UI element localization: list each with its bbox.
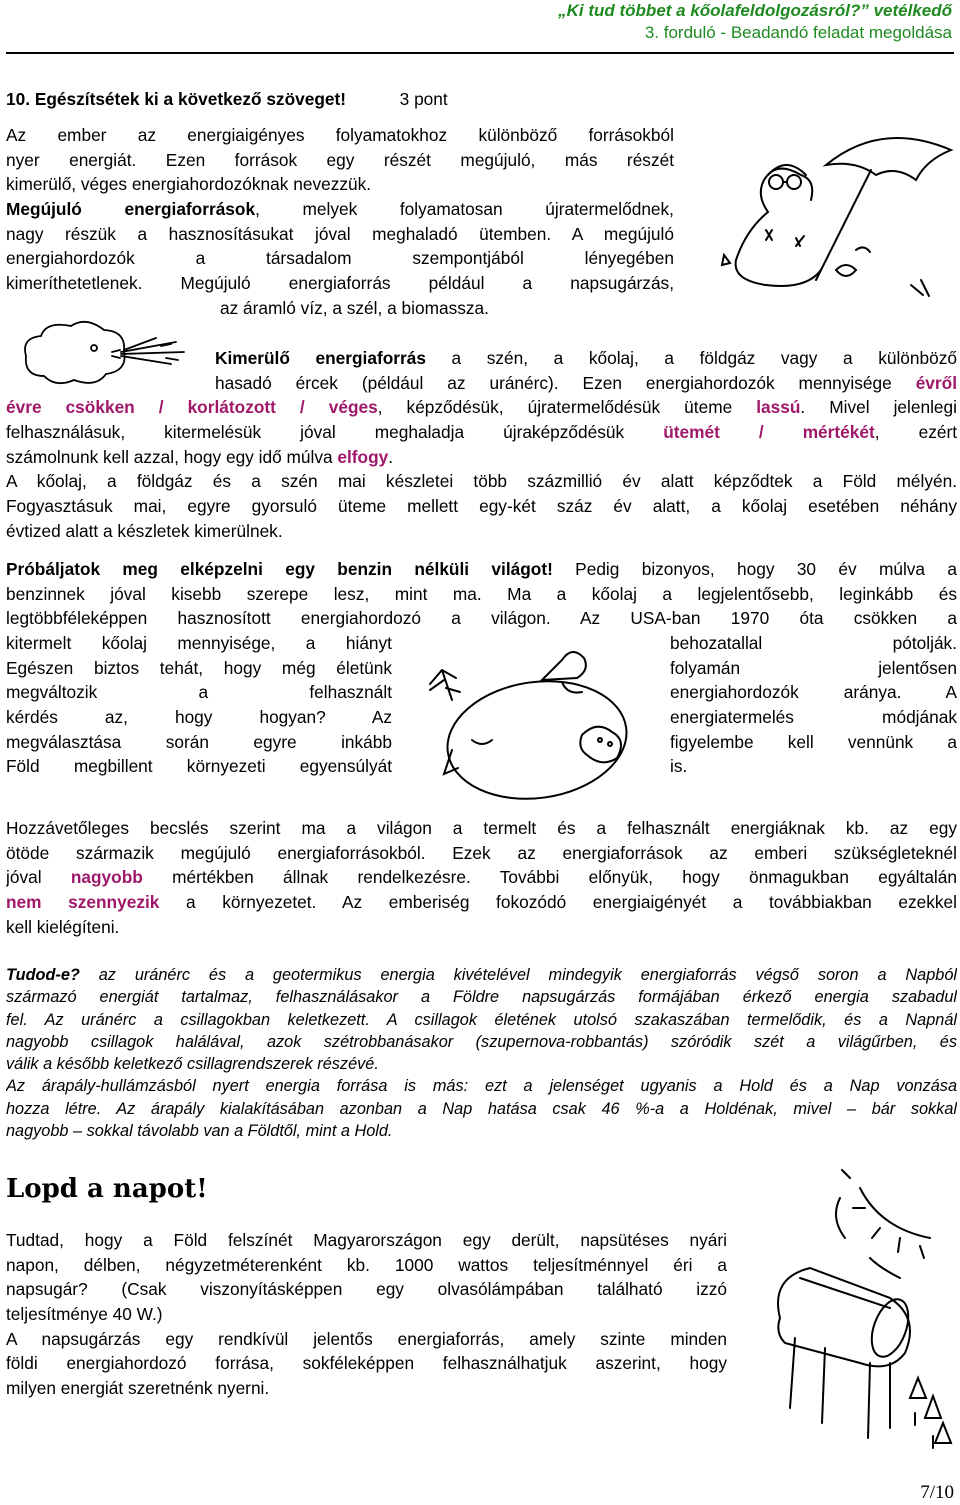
- sun-collector-illustration: [740, 1168, 958, 1468]
- intro-line: energiahordozók a társadalom szempontjából lényegében: [6, 248, 674, 269]
- benzin-right-column: [670, 631, 957, 779]
- benzin-left-line: kitermelt kőolaj mennyisége, a hiányt: [6, 633, 392, 653]
- sun-line: teljesítménye 40 W.): [6, 1304, 163, 1325]
- dyk-line: fel. Az uránérc a csillagokban keletkezett. A csillagok életének utolsó szakaszában termelődik, és a Napnál: [6, 1010, 957, 1029]
- benzin-lead: Próbáljatok meg elképzelni egy benzin nélküli világot!: [6, 559, 553, 579]
- intro-text: , melyek folyamatosan újratermelődnek,: [255, 199, 674, 220]
- answer-blank: nagyobb: [70, 867, 143, 888]
- answer-blank: évre csökken / korlátozott / véges: [6, 397, 378, 418]
- fossil-line: [6, 346, 957, 371]
- estimate-line: Hozzávetőleges becslés szerint ma a világon a termelt és a felhasznált energiáknak kb. az egy: [6, 818, 957, 838]
- benzin-left-line: Föld megbillent környezeti egyensúlyát: [6, 756, 392, 777]
- benzin-left-line: kérdés az, hogy hogyan? Az: [6, 707, 392, 728]
- intro-line: nyer energiát. Ezen források egy részét megújuló, más részét: [6, 149, 674, 170]
- intro-line: Az ember az energiaigényes folyamatokhoz különböző forrásokból: [6, 125, 674, 145]
- dyk-line: válik a később keletkező csillagrendszerek részévé.: [6, 1055, 379, 1074]
- estimate-line: kell kielégíteni.: [6, 916, 120, 937]
- fossil-text: . Mivel jelenlegi: [800, 397, 957, 418]
- benzin-right-line: folyamán jelentősen: [670, 657, 957, 678]
- question-points: 3 pont: [399, 89, 448, 109]
- question-label: 10. Egészítsétek ki a következő szöveget!: [6, 89, 347, 109]
- estimate-line: [6, 890, 957, 915]
- fossil-text: számolnunk kell azzal, hogy egy idő múlva: [6, 446, 338, 467]
- tilted-earth-illustration: [412, 640, 662, 800]
- answer-blank: ütemét / mértékét: [663, 422, 875, 443]
- fossil-term: Kimerülő energiaforrás: [215, 348, 426, 368]
- fossil-line: évtized alatt a készletek kimerülnek.: [6, 520, 283, 541]
- estimate-paragraph: [6, 816, 957, 939]
- estimate-text: mértékben állnak rendelkezésre. További előnyük, hogy önmagukban egyáltalán: [142, 867, 957, 888]
- fossil-text: .: [388, 446, 394, 467]
- fossil-text: hasadó ércek (például az uránérc). Ezen energiahordozók mennyisége: [215, 372, 916, 393]
- answer-blank: nem szennyezik: [6, 892, 160, 913]
- dyk-line: Az árapály-hullámzásból nyert energia forrása is más: ezt a jelenséget ugyanis a Hold és a Nap vonzása: [6, 1077, 957, 1096]
- did-you-know-box: [6, 964, 957, 1142]
- fossil-text: felhasználásuk, kitermelésük jóval meghaladja újraképződésük: [6, 422, 664, 443]
- intro-line: kimerülő, véges energiahordozóknak nevezzük.: [6, 174, 372, 195]
- fossil-line: [6, 371, 957, 396]
- benzin-text: Pedig bizonyos, hogy 30 év múlva a: [552, 559, 957, 579]
- sun-line: napsugár? (Csak viszonyításképpen egy olvasólámpában található izzó: [6, 1279, 727, 1300]
- question-heading: [6, 87, 448, 112]
- fossil-text: , ezért: [874, 422, 957, 443]
- dyk-line: nagyobb – sokkal távolabb van a Földtől, mint a Hold.: [6, 1122, 393, 1141]
- benzin-left-column: [6, 631, 392, 779]
- benzin-line: benzinnek jóval kisebb szerepe lesz, mint ma. Ma a kőolaj a legjelentősebb, leginkább és: [6, 583, 957, 604]
- benzin-left-line: megváltozik a felhasznált: [6, 682, 392, 703]
- intro-line: nagy részük a hasznosításukat jóval meghaladó ütemben. A megújuló: [6, 223, 674, 244]
- fossil-line: Fogyasztásuk mai, egyre gyorsuló üteme mellett egy-két száz év alatt, a kőolaj esetében néhány: [6, 496, 957, 517]
- benzin-right-line: figyelembe kell vennünk a: [670, 731, 957, 752]
- benzin-right-line: energiatermelés módjának: [670, 707, 957, 728]
- benzin-paragraph: [6, 557, 957, 631]
- sun-line: földi energiahordozó forrása, sokféleképpen felhasználhatjuk aszerint, hogy: [6, 1353, 727, 1374]
- benzin-right-line: energiahordozók aránya. A: [670, 682, 957, 703]
- answer-blank: évről: [915, 372, 957, 393]
- sun-line: A napsugárzás egy rendkívül jelentős energiaforrás, amely szinte minden: [6, 1328, 727, 1349]
- intro-line: kimeríthetetlenek. Megújuló energiaforrás például a napsugárzás,: [6, 273, 674, 294]
- estimate-text: jóval: [6, 867, 71, 888]
- contest-title: „Ki tud többet a kőolafeldolgozásról?” vetélkedő: [558, 1, 952, 20]
- dyk-line: származó energiát tartalmaz, felhasználásakor a Földre napsugárzás formájában érkező energia szabadul: [6, 988, 957, 1007]
- estimate-text: a környezetet. Az emberiség fokozódó energiaigényét a továbbiakban ezekkel: [159, 892, 957, 913]
- sun-line: Tudtad, hogy a Föld felszínét Magyarországon egy derült, napsütéses nyári: [6, 1230, 727, 1250]
- fossil-paragraph: [6, 346, 957, 544]
- answer-blank: lassú: [756, 397, 801, 418]
- page-number: 7/10: [920, 1482, 954, 1503]
- estimate-line: [6, 865, 957, 890]
- header-rule: [6, 52, 954, 54]
- renewable-term: Megújuló energiaforrások: [6, 199, 256, 220]
- dyk-label: Tudod-e?: [6, 966, 80, 984]
- answer-blank: elfogy: [337, 446, 389, 467]
- dyk-line: [6, 964, 957, 986]
- benzin-right-line: behozatallal pótolják.: [670, 633, 957, 653]
- benzin-left-line: megválasztása során egyre inkább: [6, 731, 392, 752]
- sun-line: milyen energiát szeretnénk nyerni.: [6, 1378, 270, 1399]
- fossil-line: [6, 420, 957, 445]
- fossil-line: [6, 445, 957, 470]
- benzin-line: [6, 557, 957, 582]
- dyk-line: nagyobb csillagok halálával, azok szétrobbanásakor (szupernova-robbantás) szóródik szét a világűrben, és: [6, 1032, 957, 1051]
- intro-line: [6, 197, 674, 222]
- fossil-line: A kőolaj, a földgáz és a szén mai készletei több százmillió év alatt képződtek a Föld mélyén.: [6, 471, 957, 492]
- fossil-text: a szén, a kőolaj, a földgáz vagy a különböző: [425, 348, 957, 368]
- intro-line: az áramló víz, a szél, a biomassza.: [220, 297, 489, 318]
- estimate-line: ötöde származik megújuló energiaforrásokból. Ezek az energiaforrások az emberi szükségleteknél: [6, 842, 957, 863]
- benzin-left-line: Egészen biztos tehát, hogy még életünk: [6, 657, 392, 678]
- intro-paragraph: [6, 123, 674, 321]
- benzin-right-line: is.: [670, 756, 688, 777]
- sunbather-illustration: [706, 120, 958, 318]
- sun-paragraph: [6, 1228, 727, 1401]
- benzin-line: legtöbbféleképpen hasznosított energiahordozó a világon. Az USA-ban 1970 óta csökken a: [6, 608, 957, 629]
- fossil-text: , képződésük, újratermelődésük üteme: [377, 397, 757, 418]
- round-subtitle: 3. forduló - Beadandó feladat megoldása: [644, 23, 952, 42]
- dyk-line: hozza létre. Az árapály kialakításában azonban a Nap hatása csak 46 %-a a Holdénak, mivel – bár sokkal: [6, 1099, 957, 1118]
- fossil-line: [6, 395, 957, 420]
- sun-line: napon, délben, négyzetméterenként kb. 1000 wattos teljesítménnyel éri a: [6, 1254, 727, 1275]
- sun-heading: Lopd a napot!: [6, 1174, 208, 1204]
- dyk-text: az uránérc és a geotermikus energia kivételével mindegyik energiaforrás végső soron a Napból: [79, 966, 957, 984]
